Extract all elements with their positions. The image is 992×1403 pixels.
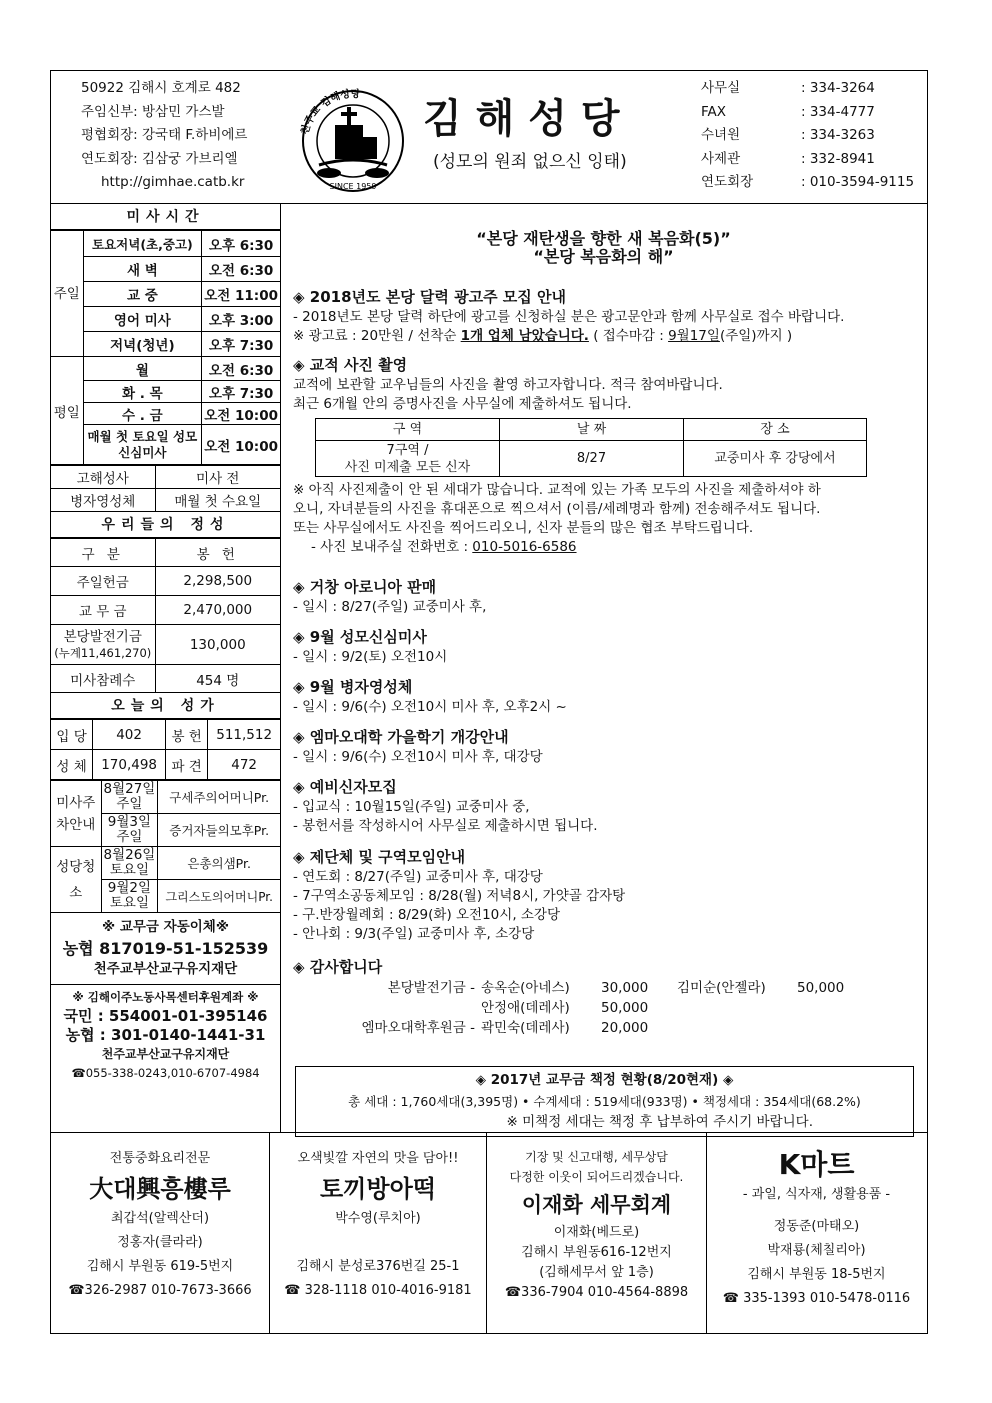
autopay-title: ※ 교무금 자동이체※ <box>102 919 229 935</box>
mass-name: 교 중 <box>83 282 202 307</box>
ad-name: K마트 <box>778 1148 855 1181</box>
contact-value: : 334-4777 <box>801 103 875 120</box>
duty-table <box>51 780 280 913</box>
ad-owner: 정홍자(클라라) <box>117 1235 203 1250</box>
thanks-list <box>293 978 916 1038</box>
offering-value: 2,298,500 <box>155 567 280 596</box>
theme-title <box>281 230 926 266</box>
contact-value: : 334-3264 <box>801 80 875 96</box>
migrant-phone: ☎055-338-0243,010-6707-4984 <box>71 1066 260 1080</box>
ad-owner: 박재룡(체칠리아) <box>767 1243 866 1258</box>
hymn-label: 성 체 <box>51 750 93 780</box>
pledge-status-box <box>295 1066 914 1137</box>
weekday-label: 평일 <box>51 357 83 465</box>
mass-name: 수 . 금 <box>83 403 202 425</box>
duty-date: 9월2일 <box>107 880 152 896</box>
sunday-label: 주일 <box>51 231 83 357</box>
notice-heading: ◈ 제단체 및 구역모임안내 <box>293 848 466 866</box>
ad-owner: 최갑석(알렉산더) <box>110 1211 210 1226</box>
sick-communion-time: 매월 첫 수요일 <box>155 489 280 512</box>
masthead <box>51 71 927 204</box>
notice-line: 최근 6개월 안의 증명사진을 사무실에 제출하셔도 됩니다. <box>293 396 632 412</box>
photo-place: 교중미사 후 강당에서 <box>684 441 867 477</box>
photo-target: 7구역 / <box>386 442 429 458</box>
notice-line: - 일시 : 9/6(수) 오전10시 미사 후, 대강당 <box>293 749 543 765</box>
ad-phone: ☎336-7904 010-4564-8898 <box>504 1285 689 1300</box>
left-column <box>51 204 281 1132</box>
sick-communion-label: 병자영성체 <box>51 489 155 512</box>
mass-duty-label: 미사주차안내 <box>51 781 101 847</box>
hymns-title: 오늘의 성가 <box>51 693 280 719</box>
theme-line: “본당 재탄생을 향한 새 복음화(5)” <box>476 229 731 248</box>
notice-heading: ◈ 9월 성모신심미사 <box>293 628 427 646</box>
notice-line: - 7구역소공동체모임 : 8/28(월) 저녁8시, 가얏골 감자탕 <box>293 888 626 904</box>
ad-address: 김해시 부원동 18-5번지 <box>747 1267 886 1282</box>
mass-time: 오후 7:30 <box>202 381 280 403</box>
ad-address: 김해시 부원동 619-5번지 <box>86 1259 234 1274</box>
mass-time: 오전 6:30 <box>202 357 280 381</box>
notice-line: - 봉헌서를 작성하시어 사무실로 제출하시면 됩니다. <box>293 818 598 834</box>
offering-label: 교 무 금 <box>51 596 155 625</box>
ad-owner: 정동준(마태오) <box>773 1219 860 1234</box>
photo-col-header: 장 소 <box>684 419 867 441</box>
notice-aronia <box>293 576 916 617</box>
website-link[interactable]: http://gimhae.catb.kr <box>101 174 245 190</box>
pledge-status-line: 총 세대 : 1,760세대(3,395명) • 수계세대 : 519세대(933명) • 책정세대 : 354세대(68.2%) <box>348 1094 861 1109</box>
ad-owner: 박수영(루치아) <box>335 1211 421 1226</box>
pledge-status-note: ※ 미책정 세대는 책정 후 납부하여 주시기 바랍니다. <box>506 1114 813 1130</box>
notice-line: 오니, 자녀분들의 사진을 휴대폰으로 찍으셔서 (이름/세례명과 함께) 전송해주셔도 됩니다. <box>293 501 821 517</box>
pledge-status-title: ◈ 2017년 교무금 책정 현황(8/20현재) ◈ <box>475 1072 734 1088</box>
offering-table <box>51 538 280 693</box>
notice-photo <box>293 354 916 557</box>
ad-phone: ☎ 328-1118 010-4016-9181 <box>284 1283 472 1298</box>
duty-date: 8월26일 <box>103 847 156 863</box>
offering-col-header: 구 분 <box>51 539 155 567</box>
mass-name: 매월 첫 토요일 성모신심미사 <box>83 425 202 465</box>
duty-day: 주일 <box>116 796 143 812</box>
autopay-box <box>51 913 280 985</box>
bulletin-frame <box>50 70 928 1334</box>
thanks-donor: 곽민숙(데레사) <box>481 1020 570 1036</box>
autopay-owner: 천주교부산교구유지재단 <box>93 961 238 977</box>
photo-phone[interactable]: 010-5016-6586 <box>472 539 577 555</box>
offering-value: 2,470,000 <box>155 596 280 625</box>
offering-title: 우리들의 정성 <box>51 512 280 538</box>
ad-restaurant <box>51 1133 270 1333</box>
mass-time: 오전 10:00 <box>202 403 280 425</box>
duty-day: 토요일 <box>109 862 149 878</box>
notice-meetings <box>293 846 916 944</box>
hymn-label: 봉 헌 <box>165 720 207 750</box>
offering-label: 본당발전기금 <box>63 628 142 645</box>
thanks-fund <box>293 998 481 1018</box>
notice-line: - 안나회 : 9/3(주일) 교중미사 후, 소강당 <box>293 926 535 942</box>
mass-name: 토요저녁(초,중고) <box>83 231 202 257</box>
thanks-fund: 엠마오대학후원금 - <box>361 1020 475 1036</box>
mass-time: 오후 7:30 <box>202 332 280 357</box>
ad-address: (김해세무서 앞 1층) <box>539 1265 654 1280</box>
mass-time: 오전 10:00 <box>202 425 280 465</box>
mass-time: 오후 3:00 <box>202 307 280 332</box>
confession-time: 미사 전 <box>155 466 280 489</box>
notice-heading: ◈ 엠마오대학 가을학기 개강안내 <box>293 728 509 746</box>
mass-name: 영어 미사 <box>83 307 202 332</box>
hymns-table <box>51 719 280 780</box>
duty-group: 구세주의어머니Pr. <box>158 781 280 814</box>
ad-address: 김해시 분성로376번길 25-1 <box>296 1259 460 1274</box>
notice-line: ※ 광고료 : 20만원 / 선착순 1개 업체 남았습니다. ( 접수마감 : 9월17일(주일)까지 ) <box>293 328 793 344</box>
hymn-number: 402 <box>93 720 166 750</box>
ad-ricecake <box>270 1133 487 1333</box>
thanks-donor: 김미순(안젤라) <box>677 980 766 996</box>
ad-address: 김해시 부원동616-12번지 <box>521 1245 672 1260</box>
mass-time: 오전 6:30 <box>202 257 280 282</box>
mass-time: 오전 11:00 <box>202 282 280 307</box>
duty-group: 은총의샘Pr. <box>158 847 280 880</box>
notice-line: - 구.반장월례회 : 8/29(화) 오전10시, 소강당 <box>293 907 561 923</box>
mass-name: 새 벽 <box>83 257 202 282</box>
contact-label: FAX <box>701 103 727 120</box>
contact-label: 수녀원 <box>701 127 741 143</box>
ad-tagline: 다정한 이웃이 되어드리겠습니다. <box>509 1170 684 1184</box>
notice-heading: ◈ 교적 사진 촬영 <box>293 356 408 374</box>
ad-tax-accounting <box>487 1133 707 1333</box>
contact-value: : 334-3263 <box>801 127 875 143</box>
notice-heading: ◈ 거창 아로니아 판매 <box>293 578 437 596</box>
ad-name: 이재화 세무회계 <box>521 1193 672 1217</box>
mass-times-title: 미사시간 <box>51 204 280 230</box>
mass-name: 화 . 목 <box>83 381 202 403</box>
ad-tagline: - 과일, 식자재, 생활용품 - <box>742 1187 891 1202</box>
ad-phone: ☎ 335-1393 010-5478-0116 <box>722 1291 911 1306</box>
ad-name: 大대興흥樓루 <box>89 1174 231 1203</box>
logo-since: SINCE 1959 <box>329 182 377 191</box>
parish-subtitle: (성모의 원죄 없으신 잉태) <box>433 152 627 172</box>
theme-line: “본당 복음화의 해” <box>533 247 674 266</box>
parish-title: 김해성당 <box>423 96 634 142</box>
notice-line: - 일시 : 9/2(토) 오전10시 <box>293 649 448 665</box>
contact-value: : 332-8941 <box>801 150 875 167</box>
migrant-owner: 천주교부산교구유지재단 <box>101 1047 230 1061</box>
offering-value: 130,000 <box>155 625 280 665</box>
thanks-donor: 송옥순(아네스) <box>481 980 570 996</box>
offering-label: 주일헌금 <box>51 567 155 596</box>
youth-president: 연도회장: 김삼궁 가브리엘 <box>81 150 238 167</box>
duty-date: 9월3일 <box>107 814 152 830</box>
photo-date: 8/27 <box>500 441 684 477</box>
photo-schedule-table <box>315 418 867 477</box>
notice-heading: ◈ 2018년도 본당 달력 광고주 모집 안내 <box>293 288 566 306</box>
offering-col-header: 봉 헌 <box>155 539 280 567</box>
notice-catechumen <box>293 776 916 836</box>
contact-label: 사제관 <box>701 150 741 167</box>
mass-time: 오후 6:30 <box>202 231 280 257</box>
hymn-label: 입 당 <box>51 720 93 750</box>
migrant-title: ※ 김해이주노동사목센터후원계좌 ※ <box>72 990 259 1004</box>
council-president: 평협회장: 강국태 F.하비에르 <box>81 127 248 143</box>
migrant-account: 농협 : 301-0140-1441-31 <box>65 1026 266 1044</box>
hymn-number: 472 <box>208 750 280 780</box>
offering-cumulative: (누계11,461,270) <box>54 645 152 660</box>
notice-line: - 입교식 : 10월15일(주일) 교중미사 중, <box>293 799 530 815</box>
contact-list <box>701 77 914 195</box>
notices-column <box>281 204 926 1132</box>
thanks-amount: 50,000 <box>797 980 845 996</box>
thanks-fund: 본당발전기금 - <box>387 980 475 996</box>
notice-line: - 연도회 : 8/27(주일) 교중미사 후, 대강당 <box>293 869 543 885</box>
parish-logo <box>289 85 417 197</box>
sacrament-table <box>51 465 280 512</box>
address: 50922 김해시 호계로 482 <box>81 80 241 96</box>
hymn-label: 파 견 <box>165 750 207 780</box>
notice-line: - 2018년도 본당 달력 하단에 광고를 신청하실 분은 광고문안과 함께 사무실로 접수 바랍니다. <box>293 309 845 325</box>
duty-group: 증거자들의모후Pr. <box>158 814 280 847</box>
ad-kmart <box>707 1133 926 1333</box>
notice-sick-communion <box>293 676 916 717</box>
notice-line: 또는 사무실에서도 사진을 찍어드리오니, 신자 분들의 많은 협조 부탁드립니다. <box>293 520 754 536</box>
migrant-account: 국민 : 554001-01-395146 <box>63 1007 268 1025</box>
thanks-amount: 50,000 <box>601 1000 649 1016</box>
ad-phone: ☎326-2987 010-7673-3666 <box>68 1283 252 1298</box>
photo-col-header: 구 역 <box>316 419 500 441</box>
notice-calendar-ads <box>293 286 916 346</box>
thanks-amount: 20,000 <box>601 1020 649 1036</box>
photo-col-header: 날 짜 <box>500 419 684 441</box>
logo-text: 천주교 김해성당 <box>299 88 361 136</box>
mass-times-table <box>51 230 280 465</box>
ad-owner: 이재화(베드로) <box>553 1225 640 1240</box>
hymn-number: 170,498 <box>93 750 166 780</box>
duty-day: 주일 <box>116 829 143 845</box>
notice-heading: ◈ 예비신자모집 <box>293 778 397 796</box>
ad-tagline: 기장 및 신고대행, 세무상담 <box>525 1150 668 1164</box>
parish-info <box>81 77 247 195</box>
ad-tagline: 전통중화요리전문 <box>109 1151 211 1166</box>
cleaning-duty-label: 성당청소 <box>51 847 101 913</box>
photo-target: 사진 미제출 모든 신자 <box>344 459 471 475</box>
notice-line: ※ 아직 사진제출이 안 된 세대가 많습니다. 교적에 있는 가족 모두의 사진을 제출하셔야 하 <box>293 482 821 498</box>
mass-name: 월 <box>83 357 202 381</box>
notice-line: - 일시 : 8/27(주일) 교중미사 후, <box>293 599 487 615</box>
notice-heading: ◈ 9월 병자영성체 <box>293 678 413 696</box>
notice-emmaus <box>293 726 916 767</box>
notice-thanks <box>293 956 916 1038</box>
ad-name: 토끼방아떡 <box>320 1175 436 1203</box>
confession-label: 고해성사 <box>51 466 155 489</box>
hymn-number: 511,512 <box>208 720 280 750</box>
duty-group: 그리스도의어머니Pr. <box>158 880 280 913</box>
notice-line: - 일시 : 9/6(수) 오전10시 미사 후, 오후2시 ~ <box>293 699 567 715</box>
offering-value: 454 명 <box>155 665 280 693</box>
notice-marian-mass <box>293 626 916 667</box>
autopay-account: 농협 817019-51-152539 <box>62 939 269 958</box>
pastor: 주임신부: 방삼민 가스발 <box>81 103 225 120</box>
duty-day: 토요일 <box>109 895 149 911</box>
duty-date: 8월27일 <box>103 781 156 797</box>
thanks-amount: 30,000 <box>601 980 649 996</box>
mass-name: 저녁(청년) <box>83 332 202 357</box>
contact-label: 연도회장 <box>701 174 754 190</box>
migrant-account-box <box>51 985 280 1087</box>
ad-tagline: 오색빛깔 자연의 맛을 담아!! <box>297 1151 459 1166</box>
contact-label: 사무실 <box>701 80 741 96</box>
thanks-donor: 안정애(데레사) <box>481 1000 570 1016</box>
advertisements <box>51 1133 927 1333</box>
offering-label: 미사참례수 <box>51 665 155 693</box>
notice-line: 교적에 보관할 교우님들의 사진을 촬영 하고자합니다. 적극 참여바랍니다. <box>293 377 723 393</box>
notice-heading: ◈ 감사합니다 <box>293 958 383 976</box>
contact-value: : 010-3594-9115 <box>801 174 915 190</box>
notice-line: - 사진 보내주실 전화번호 : 010-5016-6586 <box>311 539 577 555</box>
